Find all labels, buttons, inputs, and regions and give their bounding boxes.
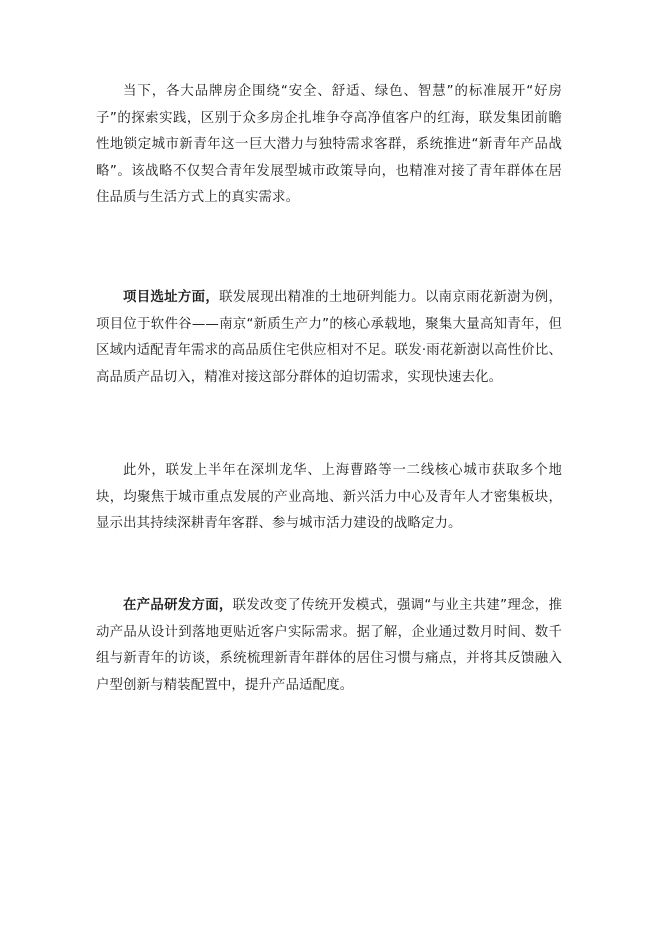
paragraph-site-selection [96,285,562,391]
paragraph-product-rd [96,593,562,699]
paragraph-product-rd-text: 联发改变了传统开发模式，强调“与业主共建”理念，推动产品从设计到落地更贴近客户实际需求。据了解，企业通过数月时间、数千组与新青年的访谈，系统梳理新青年群体的居住习惯与痛点，并将其反馈融入户型创新与精装配置中，提升产品适配度。 [96,598,562,693]
paragraph-land-acquisition-text: 此外，联发上半年在深圳龙华、上海曹路等一二线核心城市获取多个地块，均聚焦于城市重点发展的产业高地、新兴活力中心及青年人才密集板块，显示出其持续深耕青年客群、参与城市活力建设的战略定力。 [96,463,562,531]
paragraph-site-selection-text: 联发展现出精准的土地研判能力。以南京雨花新澍为例，项目位于软件谷——南京“新质生产力”的核心承载地，聚集大量高知青年，但区域内适配青年需求的高品质住宅供应相对不足。联发·雨花新澍以高性价比、高品质产品切入，精准对接这部分群体的迫切需求，实现快速去化。 [96,290,562,385]
paragraph-land-acquisition [96,458,562,538]
paragraph-intro-text: 当下，各大品牌房企围绕“安全、舒适、绿色、智慧”的标准展开“好房子”的探索实践，区别于众多房企扎堆争夺高净值客户的红海，联发集团前瞻性地锁定城市新青年这一巨大潜力与独特需求客群，系统推进“新青年产品战略”。该战略不仅契合青年发展型城市政策导向，也精准对接了青年群体在居住品质与生活方式上的真实需求。 [96,84,562,205]
paragraph-product-rd-heading: 在产品研发方面， [123,598,233,613]
paragraph-site-selection-heading: 项目选址方面， [123,290,220,305]
paragraph-intro [96,79,562,212]
